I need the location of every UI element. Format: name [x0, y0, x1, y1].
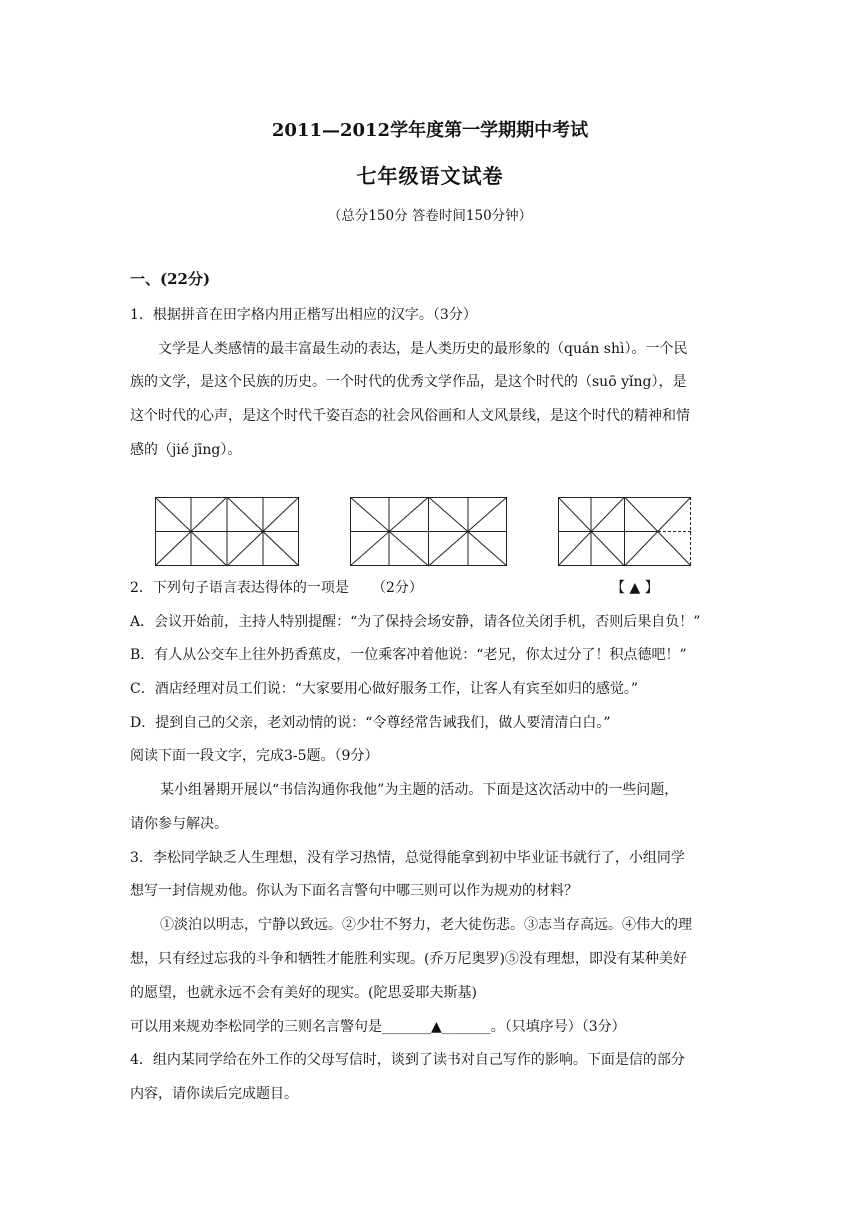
q1-line-2: 族的文学，是这个民族的历史。一个时代的优秀文学作品，是这个时代的（suō yǐng），是: [130, 374, 687, 390]
q3-answer-line[interactable]: 可以用来规劝李松同学的三则名言警句是_______▲_______。（只填序号）（3分）: [130, 1019, 626, 1035]
q1-line-4: 感的（jié jīng）。: [130, 442, 242, 458]
writing-grid-1[interactable]: [155, 497, 300, 567]
q1-prompt: 1．根据拼音在田字格内用正楷写出相应的汉字。（3分）: [130, 307, 477, 323]
writing-grid-3[interactable]: [558, 497, 692, 567]
exam-title: 2011—2012学年度第一学期期中考试: [271, 120, 589, 141]
q2-option-b: B．有人从公交车上往外扔香蕉皮，一位乘客冲着他说：“老兄，你太过分了！积点德吧！”: [130, 647, 687, 663]
reading-line-1: 某小组暑期开展以“书信沟通你我他”为主题的活动。下面是这次活动中的一些问题，: [160, 782, 679, 798]
q3-quote-3: 的愿望，也就永远不会有美好的现实。(陀思妥耶夫斯基): [130, 985, 477, 1001]
q1-line-1: 文学是人类感情的最丰富最生动的表达，是人类历史的最形象的（quán shì）。一个民: [158, 341, 688, 357]
reading-line-2: 请你参与解决。: [130, 816, 228, 832]
q4-line-1: 4．组内某同学给在外工作的父母写信时，谈到了读书对自己写作的影响。下面是信的部分: [130, 1052, 685, 1068]
q2-option-a: A．会议开始前，主持人特别提醒：“为了保持会场安静，请各位关闭手机，否则后果自负！”: [130, 614, 701, 630]
q3-quote-2: 想，只有经过忘我的斗争和牺牲才能胜利实现。(乔万尼奥罗)⑤没有理想，即没有某种美好: [130, 951, 687, 967]
q4-line-2: 内容，请你读后完成题目。: [130, 1086, 298, 1102]
exam-note: （总分150分 答卷时间150分钟）: [327, 208, 533, 224]
q3-quote-1: ①淡泊以明志，宁静以致远。②少壮不努力，老大徒伤悲。③志当存高远。④伟大的理: [160, 917, 692, 933]
paper-subtitle: 七年级语文试卷: [356, 164, 504, 188]
q1-line-3: 这个时代的心声，是这个时代千姿百态的社会风俗画和人文风景线，是这个时代的精神和情: [130, 408, 690, 424]
reading-intro: 阅读下面一段文字，完成3-5题。（9分）: [130, 748, 379, 764]
q2-prompt: 2．下列句子语言表达得体的一项是: [130, 580, 349, 596]
q2-option-d: D．提到自己的父亲，老刘动情的说：“令尊经常告诫我们，做人要清清白白。”: [130, 715, 611, 731]
q2-score: （2分）: [372, 580, 423, 596]
q2-option-c: C．酒店经理对员工们说：“大家要用心做好服务工作，让客人有宾至如归的感觉。”: [130, 681, 639, 697]
writing-grid-2[interactable]: [350, 497, 508, 567]
section-heading: 一、(22分): [130, 270, 211, 288]
q3-line-1: 3．李松同学缺乏人生理想，没有学习热情，总觉得能拿到初中毕业证书就行了，小组同学: [130, 850, 685, 866]
q3-line-2: 想写一封信规劝他。你认为下面名言警句中哪三则可以作为规劝的材料？: [130, 883, 578, 899]
q2-answer-box[interactable]: 【 ▲ 】: [611, 580, 659, 596]
